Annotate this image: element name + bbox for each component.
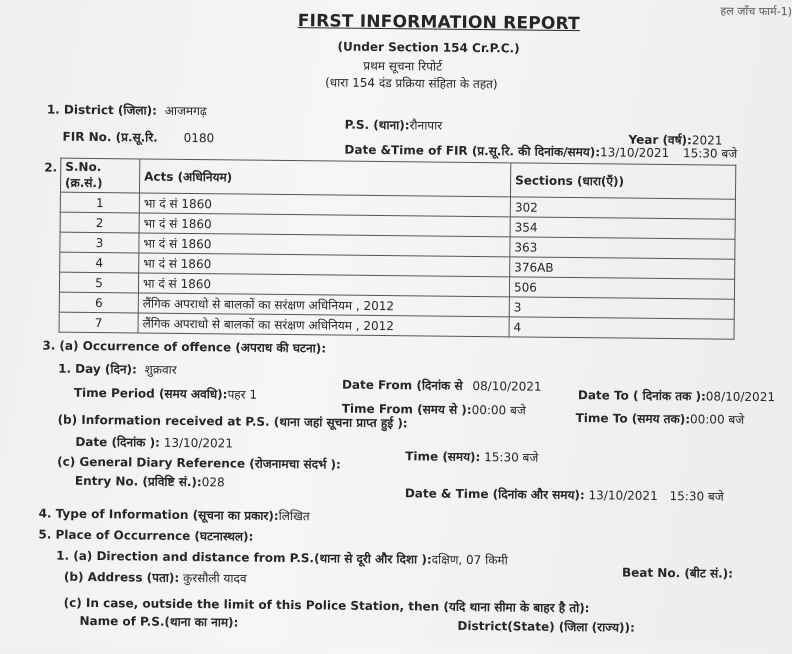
row-section: 506	[509, 277, 734, 299]
fir-no-label: FIR No. (प्र.सू.रि.	[62, 129, 158, 145]
corner-note: हल जाँच फार्म-1)	[720, 4, 792, 19]
place-heading: 5. Place of Occurrence (घटनास्थल):	[38, 527, 254, 544]
acts-table	[59, 158, 737, 340]
row-sno: 2	[60, 212, 139, 233]
time-to-value: 00:00 बजे	[689, 412, 745, 427]
row-section: 4	[509, 317, 734, 339]
date-from-value: 08/10/2021	[472, 378, 542, 394]
row-section: 376AB	[510, 257, 735, 279]
address-field	[64, 568, 247, 587]
row-act: भा दं सं 1860	[139, 233, 510, 257]
fir-time-value: 15:30 बजे	[682, 146, 738, 161]
gd-time-value: 15:30 बजे	[669, 489, 724, 504]
gd-date-value: 13/10/2021	[588, 488, 658, 503]
row-sno: 1	[60, 192, 139, 213]
fir-datetime-label: Date &Time of FIR (प्र.सू.रि. की दिनांक/समय):	[344, 142, 601, 160]
outside-limit-label: (c) In case, outside the limit of this Police Station, then (यदि थाना सीमा के बाहर है तो):	[63, 595, 590, 616]
info-date-field	[75, 433, 233, 452]
district-state-label: District(State) (जिला (राज्य)):	[457, 618, 635, 635]
column-header-acts: Acts (अधिनियम)	[139, 159, 510, 197]
row-act: भा दं सं 1860	[139, 193, 510, 217]
date-from-label: Date From (दिनांक से	[341, 377, 463, 393]
row-act: लैंगिक अपराधो से बालकों का सरंक्षण अधिनियम , 2012	[138, 313, 509, 337]
district-label: 1. District (जिला):	[46, 102, 158, 118]
row-sno: 7	[59, 312, 138, 333]
row-section: 3	[509, 297, 734, 319]
date-from-field	[342, 376, 542, 395]
district-field	[47, 100, 207, 119]
day-field	[58, 360, 177, 378]
row-act: भा दं सं 1860	[139, 253, 510, 277]
year-value: 2021	[691, 133, 723, 148]
entry-no-label: Entry No. (प्रविष्टि सं.):	[74, 473, 202, 490]
time-period-value: पहर 1	[227, 387, 258, 402]
info-date-value: 13/10/2021	[163, 435, 233, 451]
time-period-field	[74, 384, 257, 403]
acts-section-number: 2.	[44, 160, 58, 175]
gd-reference-label: (c) General Diary Reference (रोजनामचा संदर्भ ):	[57, 454, 341, 472]
row-section: 302	[510, 197, 735, 219]
hindi-title: प्रथम सूचना रिपोर्ट	[363, 58, 443, 74]
direction-label: 1. (a) Direction and distance from P.S.(थाना से दूरी और दिशा ):	[56, 548, 432, 567]
time-period-label: Time Period (समय अवधि):	[73, 385, 228, 402]
time-from-label: Time From (समय से ):	[341, 401, 472, 417]
column-header-sno: S.No. (क्र.सं.)	[60, 158, 139, 193]
ps-label: P.S. (थाना):	[344, 117, 410, 133]
info-time-value: 15:30 बजे	[484, 450, 539, 465]
ps-name-label: Name of P.S.(थाना का नाम):	[79, 613, 239, 630]
year-label: Year (वर्ष):	[628, 132, 692, 148]
document-title: FIRST INFORMATION REPORT	[297, 11, 580, 35]
row-section: 363	[510, 237, 735, 259]
day-label: 1. Day (दिन):	[58, 361, 137, 377]
row-act: भा दं सं 1860	[138, 273, 509, 297]
row-act: भा दं सं 1860	[139, 213, 510, 237]
info-type-field	[39, 504, 310, 524]
row-act: लैंगिक अपराधो से बालकों का सरंक्षण अधिनियम , 2012	[138, 293, 509, 317]
beat-no-label: Beat No. (बीट सं.):	[621, 565, 734, 581]
entry-no-field	[75, 472, 225, 491]
fir-no-value: 0180	[183, 130, 215, 146]
row-sno: 6	[59, 292, 138, 313]
info-type-value: लिखित	[278, 508, 310, 524]
date-to-field	[578, 386, 775, 405]
direction-value: दक्षिण, 07 किमी	[431, 552, 508, 568]
district-value: आजमगढ़	[164, 103, 207, 119]
address-value: कुरसौली यादव	[182, 570, 247, 586]
fir-date-value: 13/10/2021	[599, 145, 670, 161]
address-label: (b) Address (पता):	[63, 569, 180, 585]
time-from-value: 00:00 बजे	[471, 402, 526, 418]
time-to-field	[576, 409, 745, 428]
fir-datetime-field	[344, 141, 737, 162]
date-to-value: 08/10/2021	[705, 389, 776, 405]
time-to-label: Time To (समय तक):	[575, 411, 691, 427]
occurrence-heading: 3. (a) Occurrence of offence (अपराध की घटना):	[42, 338, 327, 356]
day-value: शुक्रवार	[144, 362, 177, 377]
document-subtitle: (Under Section 154 Cr.P.C.)	[337, 39, 520, 56]
info-time-field	[405, 447, 538, 465]
row-section: 354	[510, 217, 735, 239]
row-sno: 5	[59, 272, 138, 293]
info-received-label: (b) Information received at P.S. (थाना जहां सूचना प्राप्त हुई ):	[57, 412, 408, 431]
fir-no-field	[62, 128, 214, 147]
row-sno: 4	[60, 252, 139, 273]
date-to-label: Date To ( दिनांक तक ):	[577, 388, 706, 404]
gd-datetime-label: Date & Time (दिनांक और समय):	[404, 486, 585, 503]
direction-field	[56, 547, 508, 569]
info-time-label: Time (समय):	[405, 449, 481, 465]
row-sno: 3	[60, 232, 139, 253]
ps-field	[345, 116, 443, 134]
hindi-subtitle: (धारा 154 दंड प्रक्रिया संहिता के तहत)	[325, 75, 498, 92]
info-date-label: Date (दिनांक ):	[75, 434, 160, 450]
entry-no-value: 028	[201, 475, 225, 490]
info-type-label: 4. Type of Information (सूचना का प्रकार):	[38, 506, 279, 523]
column-header-sections: Sections (धारा(एँ))	[510, 163, 735, 199]
ps-value: रौनापार	[409, 118, 443, 133]
gd-datetime-field	[405, 484, 724, 504]
